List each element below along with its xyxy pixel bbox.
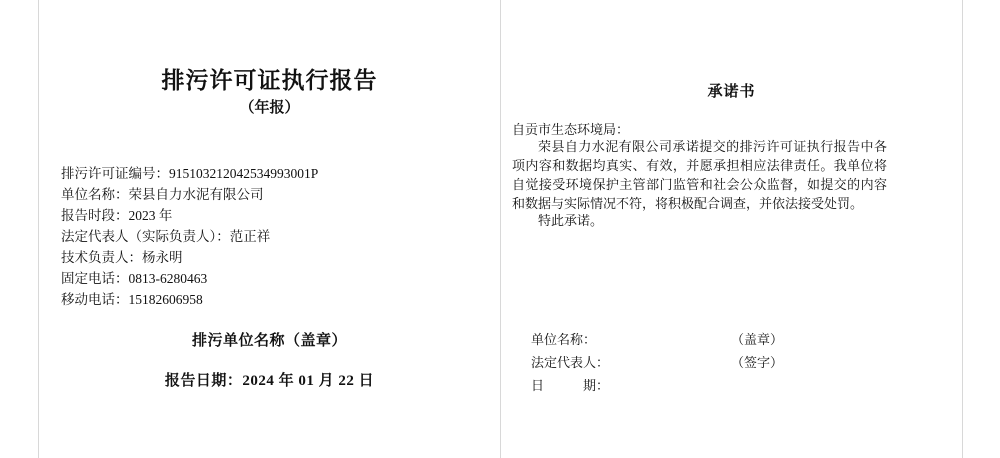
- sign-company-name-hint: （盖章）: [731, 332, 784, 347]
- landline-label: 固定电话：: [61, 271, 129, 286]
- pledge-addressee: 自贡市生态环境局：: [512, 122, 630, 137]
- meta-row: [61, 226, 318, 247]
- cover-meta-block: [61, 163, 318, 310]
- legal-rep-label: 法定代表人（实际负责人）：: [61, 229, 230, 244]
- landline-value: 0813-6280463: [128, 271, 208, 286]
- page-title: 排污许可证执行报告: [161, 68, 378, 93]
- signature-row: [531, 352, 931, 375]
- meta-row: [61, 247, 318, 268]
- signature-block: [531, 329, 931, 398]
- company-name-value: 荣县自力水泥有限公司: [128, 187, 264, 202]
- sign-legal-rep-hint: （签字）: [731, 355, 784, 370]
- tech-lead-label: 技术负责人：: [61, 250, 142, 265]
- meta-row: [61, 184, 318, 205]
- signature-row: [531, 329, 931, 352]
- signature-row: [531, 375, 931, 398]
- pledge-closing: 特此承诺。: [538, 213, 604, 228]
- sign-date-label: 日 期：: [531, 378, 610, 393]
- meta-row: [61, 289, 318, 310]
- sign-company-name-label: 单位名称：: [531, 332, 597, 347]
- meta-row: [61, 268, 318, 289]
- cover-page: [39, 0, 500, 458]
- pledge-body: 荣县自力水泥有限公司承诺提交的排污许可证执行报告中各项内容和数据均真实、有效，并愿承担相应法律责任。我单位将自觉接受环境保护主管部门监管和社会公众监督，如提交的内容和数据与实际情况不符，将积极配合调查，并依法接受处罚。: [512, 139, 887, 211]
- report-date-line: 报告日期：2024 年 01 月 22 日: [164, 373, 375, 389]
- meta-row: [61, 205, 318, 226]
- permit-number-label: 排污许可证编号：: [61, 166, 169, 181]
- pledge-title: 承诺书: [707, 84, 756, 100]
- company-name-label: 单位名称：: [61, 187, 129, 202]
- company-stamp-line: 排污单位名称（盖章）: [191, 333, 347, 349]
- mobile-label: 移动电话：: [61, 292, 129, 307]
- page-right-border: [962, 0, 963, 458]
- mobile-value: 15182606958: [128, 292, 203, 307]
- report-period-label: 报告时段：: [61, 208, 129, 223]
- permit-number-value: 91510321204253499​3001P: [169, 166, 319, 181]
- page-subtitle: （年报）: [239, 100, 300, 116]
- tech-lead-value: 杨永明: [142, 250, 183, 265]
- sign-legal-rep-label: 法定代表人：: [531, 355, 610, 370]
- legal-rep-value: 范正祥: [229, 229, 271, 244]
- pledge-page: [501, 0, 962, 458]
- meta-row: [61, 163, 318, 184]
- report-period-value: 2023 年: [128, 208, 173, 223]
